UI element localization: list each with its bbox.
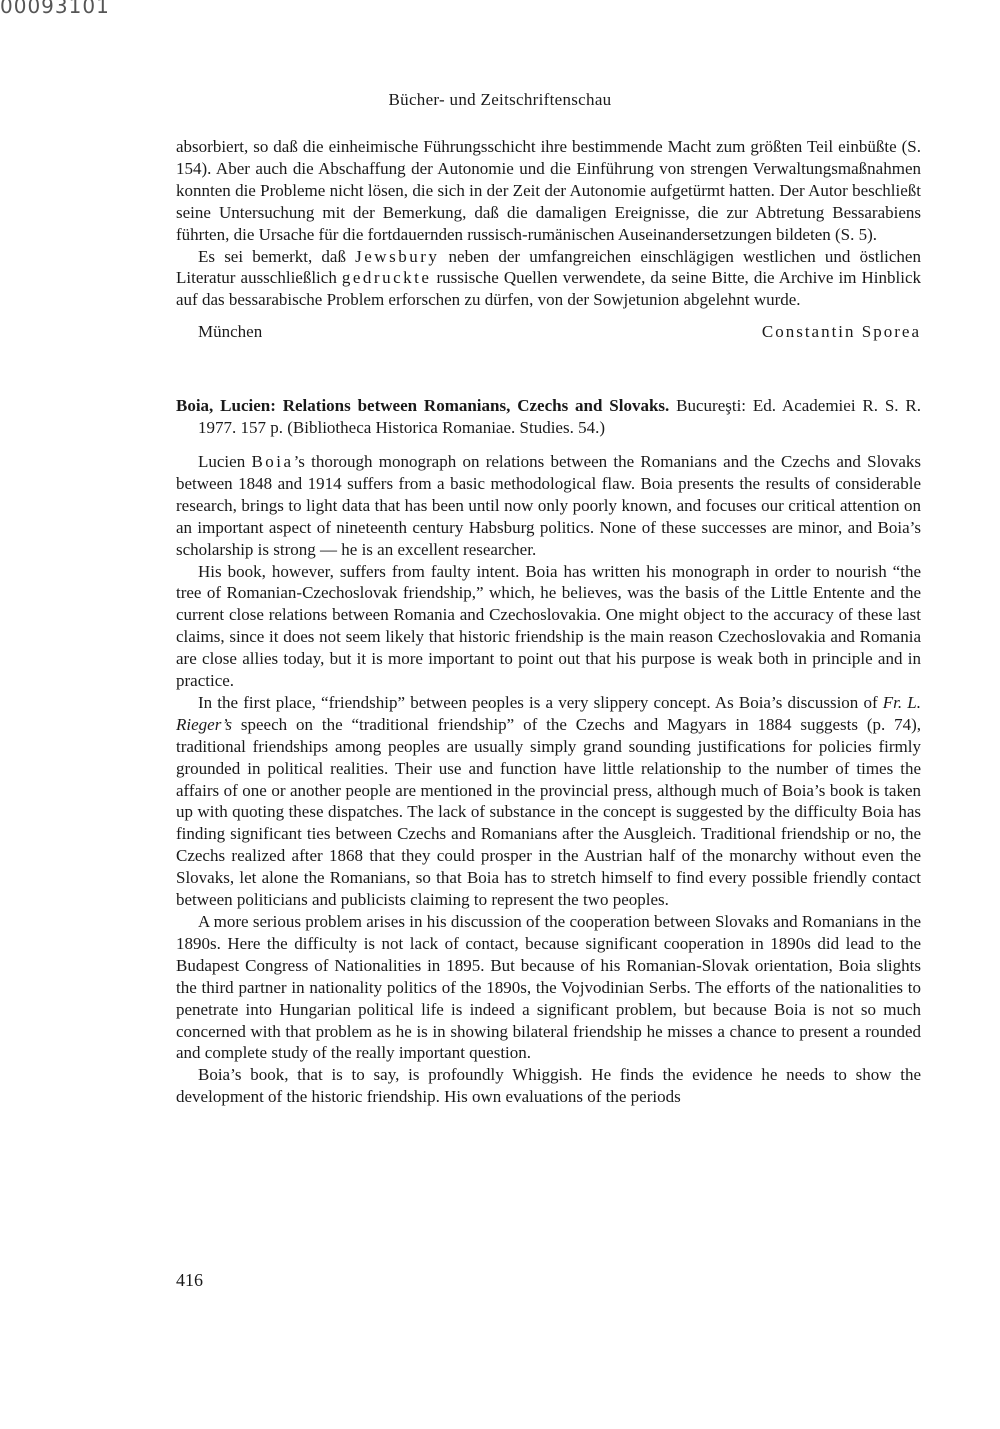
signature-place: München [198,322,263,342]
text-run: Es sei bemerkt, daß [198,246,356,266]
review-paragraph [176,246,921,312]
citation-title: Boia, Lucien: Relations between Romanians, Czechs and Slovaks. [176,396,670,416]
author-name-spaced: Jewsbury [355,246,440,266]
italic-name: Fr. L. Rieger’s [176,692,921,734]
scan-stamp: 00093101 [0,0,110,18]
text-run: In the first place, “friendship” between peoples is a very slippery concept. As Boia’s discussion of [198,692,883,712]
citation-details: Bucureşti: Ed. Academiei R. S. R. 1977. 157 p. (Bibliotheca Historica Romaniae. Studies. 54.) [198,396,921,438]
page-number: 416 [176,1270,203,1290]
book-citation [176,395,921,439]
review-paragraph: His book, however, suffers from faulty intent. Boia has written his monograph in order to nourish “the tree of Romanian-Czechoslovak friendship,” which, he believes, was the basis of the Little Entente and the current close relations between Romania and Czechoslovakia. One might object to the accuracy of these last claims, since it does not seem likely that historic friendship is the main reason Czechoslovakia and Romania are close allies today, but it is more important to point out that his purpose is weak both in principle and in practice. [176,561,921,691]
author-name-spaced: Boia [251,451,294,471]
page-body [176,136,921,1108]
review-paragraph: A more serious problem arises in his discussion of the cooperation between Slovaks and Romanians in the 1890s. Here the difficulty is not lack of contact, because significant cooperation in 1890s did lead to the Budapest Congress of Nationalities in 1895. But because of his Romanian-Slovak orientation, Boia slights the third partner in nationality politics of the 1890s, the Vojvodinian Serbs. The efforts of the nationalities to penetrate into Hungarian political life is indeed a significant problem, but because Boia is not so much concerned with that problem as he is in showing bilateral friendship he misses a chance to present a rounded and complete study of the really important question. [176,912,921,1063]
running-head: Bücher- und Zeitschriftenschau [388,90,612,109]
review-paragraph: absorbiert, so daß die einheimische Führungsschicht ihre bestimmende Macht zum größten Teil einbüßte (S. 154). Aber auch die Abschaffung der Autonomie und die Einführung von strengen Verwaltungsmaßnahmen konnten die Probleme nicht lösen, die sich in der Zeit der Autonomie aufgetürmt hatten. Der Autor beschließt seine Untersuchung mit der Bemerkung, daß die damaligen Ereignisse, die zur Abtretung Bessarabiens führten, die Ursache für die fortdauernden russisch-rumänischen Auseinandersetzungen bildeten (S. 5). [176,137,921,244]
emphasis-spaced: gedruckte [341,268,432,288]
text-run: speech on the “traditional friendship” of the Czechs and Magyars in 1884 suggests (p. 74), traditional friendships among peoples are usually simply grand sounding justifications for policies firmly grounded in political realities. Their use and function have little relationship to the number of times the affairs of one or another people are mentioned in the provincial press, although much of Boia’s book is taken up with quoting these dispatches. The lack of substance in the concept is suggested by the difficulty Boia has finding significant ties between Czechs and Romanians after the Ausgleich. Traditional friendship or no, the Czechs realized after 1868 that they could prosper in the Austrian half of the monarchy without even the Slovaks, let alone the Romanians, so that Boia has to stretch himself to find every possible friendly contact between politicians and publicists claiming to represent the two peoples. [176,714,921,910]
review-paragraph: Boia’s book, that is to say, is profoundly Whiggish. He finds the evidence he needs to show the development of the historic friendship. His own evaluations of the periods [176,1065,921,1107]
text-run: ’s thorough monograph on relations between the Romanians and the Czechs and Slovaks between 1848 and 1914 suffers from a basic methodological flaw. Boia presents the results of considerable research, brings to light data that has been until now only poorly known, and focuses our critical attention on an important aspect of nineteenth century Habsburg politics. None of these successes are minor, and Boia’s scholarship is strong — he is an excellent researcher. [176,451,921,559]
text-run: Lucien [198,451,252,471]
review-signature [176,321,921,343]
text-run: russische Quellen verwendete, da seine Bitte, die Archive im Hinblick auf das bessarabische Problem erforschen zu dürfen, von der Sowjetunion abgelehnt wurde. [176,268,921,310]
review-paragraph [176,692,921,911]
reviewer-name: Constantin Sporea [761,322,921,342]
review-paragraph [176,451,921,561]
text-run: neben der umfangreichen einschlägigen westlichen und östlichen Literatur ausschließlich [176,246,921,288]
